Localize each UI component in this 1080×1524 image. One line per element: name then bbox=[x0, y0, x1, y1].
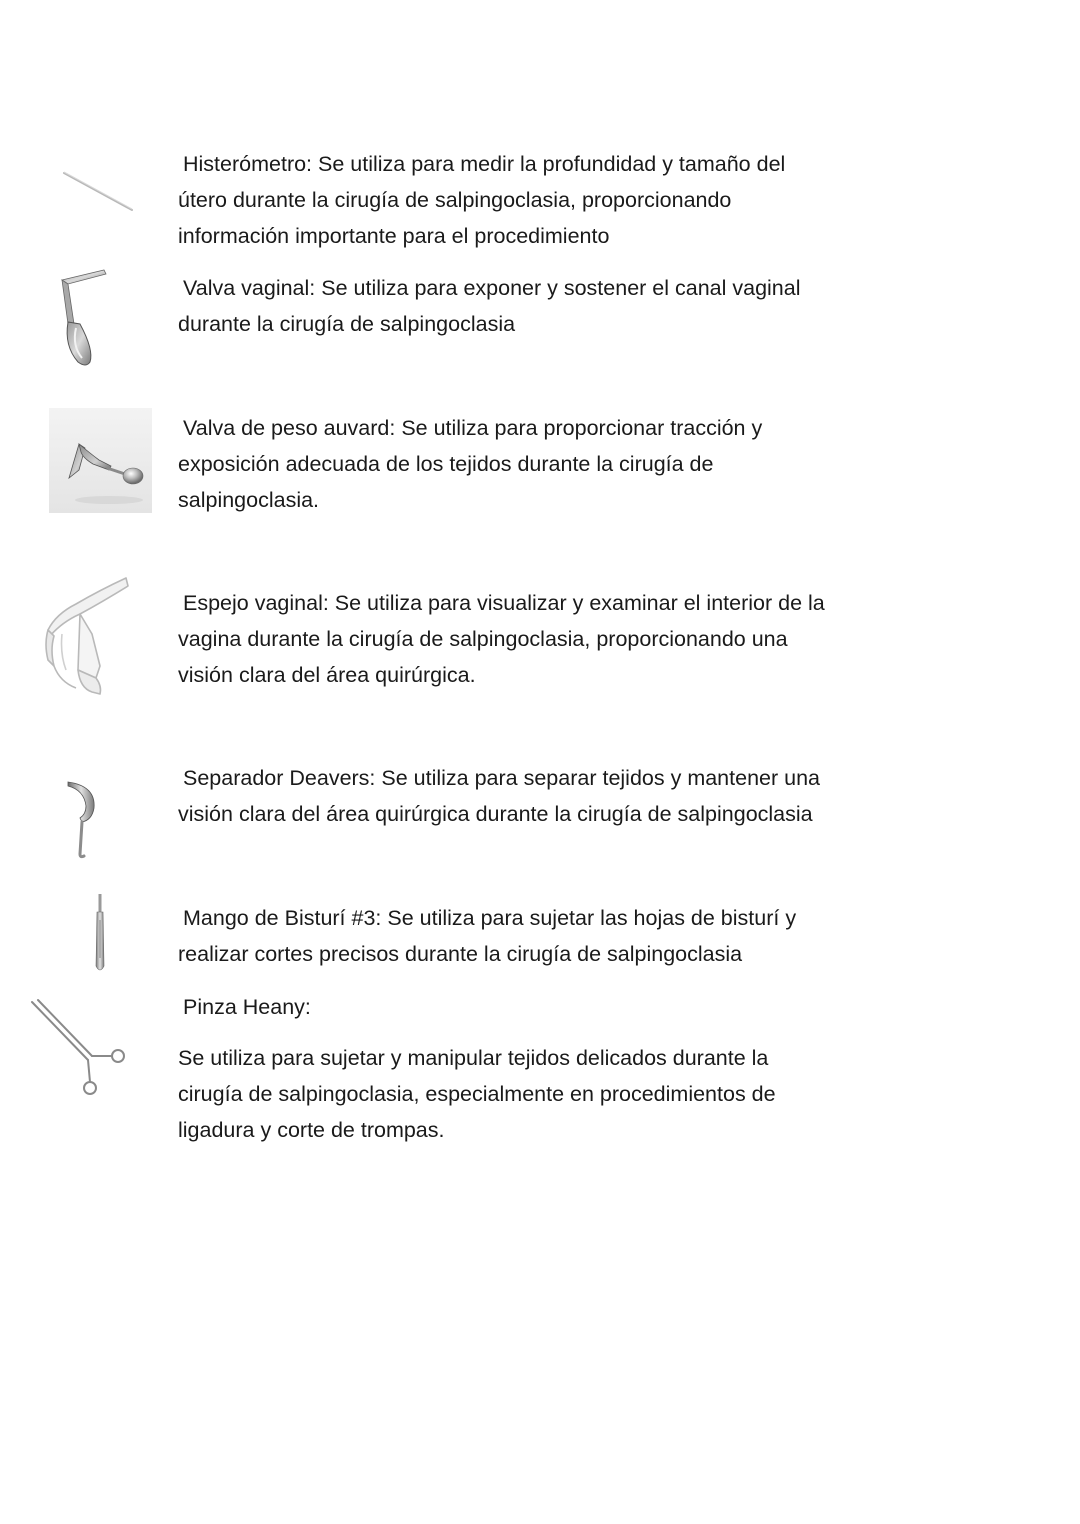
item-line: visión clara del área quirúrgica durante la cirugía de salpingoclasia bbox=[178, 802, 813, 826]
deaver-retractor-icon bbox=[62, 778, 102, 860]
vaginal-retractor-icon bbox=[52, 266, 112, 370]
item-heaney-forceps-title bbox=[178, 989, 918, 1025]
item-hysterometer-text bbox=[178, 146, 918, 254]
item-line: ligadura y corte de trompas. bbox=[178, 1118, 445, 1142]
item-line: vagina durante la cirugía de salpingoclasia, proporcionando una bbox=[178, 627, 788, 651]
item-line: visión clara del área quirúrgica. bbox=[178, 663, 476, 687]
item-line: exposición adecuada de los tejidos durante la cirugía de bbox=[178, 452, 714, 476]
item-line: cirugía de salpingoclasia, especialmente en procedimientos de bbox=[178, 1082, 776, 1106]
item-vaginal-retractor-text bbox=[178, 270, 918, 342]
item-scalpel-handle-text bbox=[178, 900, 918, 972]
item-line: salpingoclasia. bbox=[178, 488, 320, 512]
item-line: útero durante la cirugía de salpingoclasia, proporcionando bbox=[178, 188, 732, 212]
item-line: Histerómetro: Se utiliza para medir la profundidad y tamaño del bbox=[183, 152, 786, 176]
item-heaney-forceps-text bbox=[178, 1040, 918, 1148]
item-line: información importante para el procedimiento bbox=[178, 224, 610, 248]
item-deaver-retractor-text bbox=[178, 760, 918, 832]
item-line: Valva de peso auvard: Se utiliza para proporcionar tracción y bbox=[183, 416, 763, 440]
vaginal-speculum-icon bbox=[40, 574, 132, 698]
item-line: Valva vaginal: Se utiliza para exponer y sostener el canal vaginal bbox=[183, 276, 801, 300]
item-line: Espejo vaginal: Se utiliza para visualizar y examinar el interior de la bbox=[183, 591, 825, 615]
hysterometer-icon bbox=[60, 168, 140, 216]
item-line: Se utiliza para sujetar y manipular tejidos delicados durante la bbox=[178, 1046, 769, 1070]
item-line: durante la cirugía de salpingoclasia bbox=[178, 312, 516, 336]
item-line: Separador Deavers: Se utiliza para separar tejidos y mantener una bbox=[183, 766, 820, 790]
item-vaginal-speculum-text bbox=[178, 585, 918, 693]
heaney-forceps-icon bbox=[28, 998, 128, 1098]
item-line: realizar cortes precisos durante la cirugía de salpingoclasia bbox=[178, 942, 743, 966]
scalpel-handle-icon bbox=[90, 892, 110, 976]
weighted-speculum-icon bbox=[49, 408, 152, 513]
item-weighted-speculum-text bbox=[178, 410, 918, 518]
item-line: Mango de Bisturí #3: Se utiliza para sujetar las hojas de bisturí y bbox=[183, 906, 797, 930]
item-line: Pinza Heany: bbox=[183, 995, 311, 1019]
